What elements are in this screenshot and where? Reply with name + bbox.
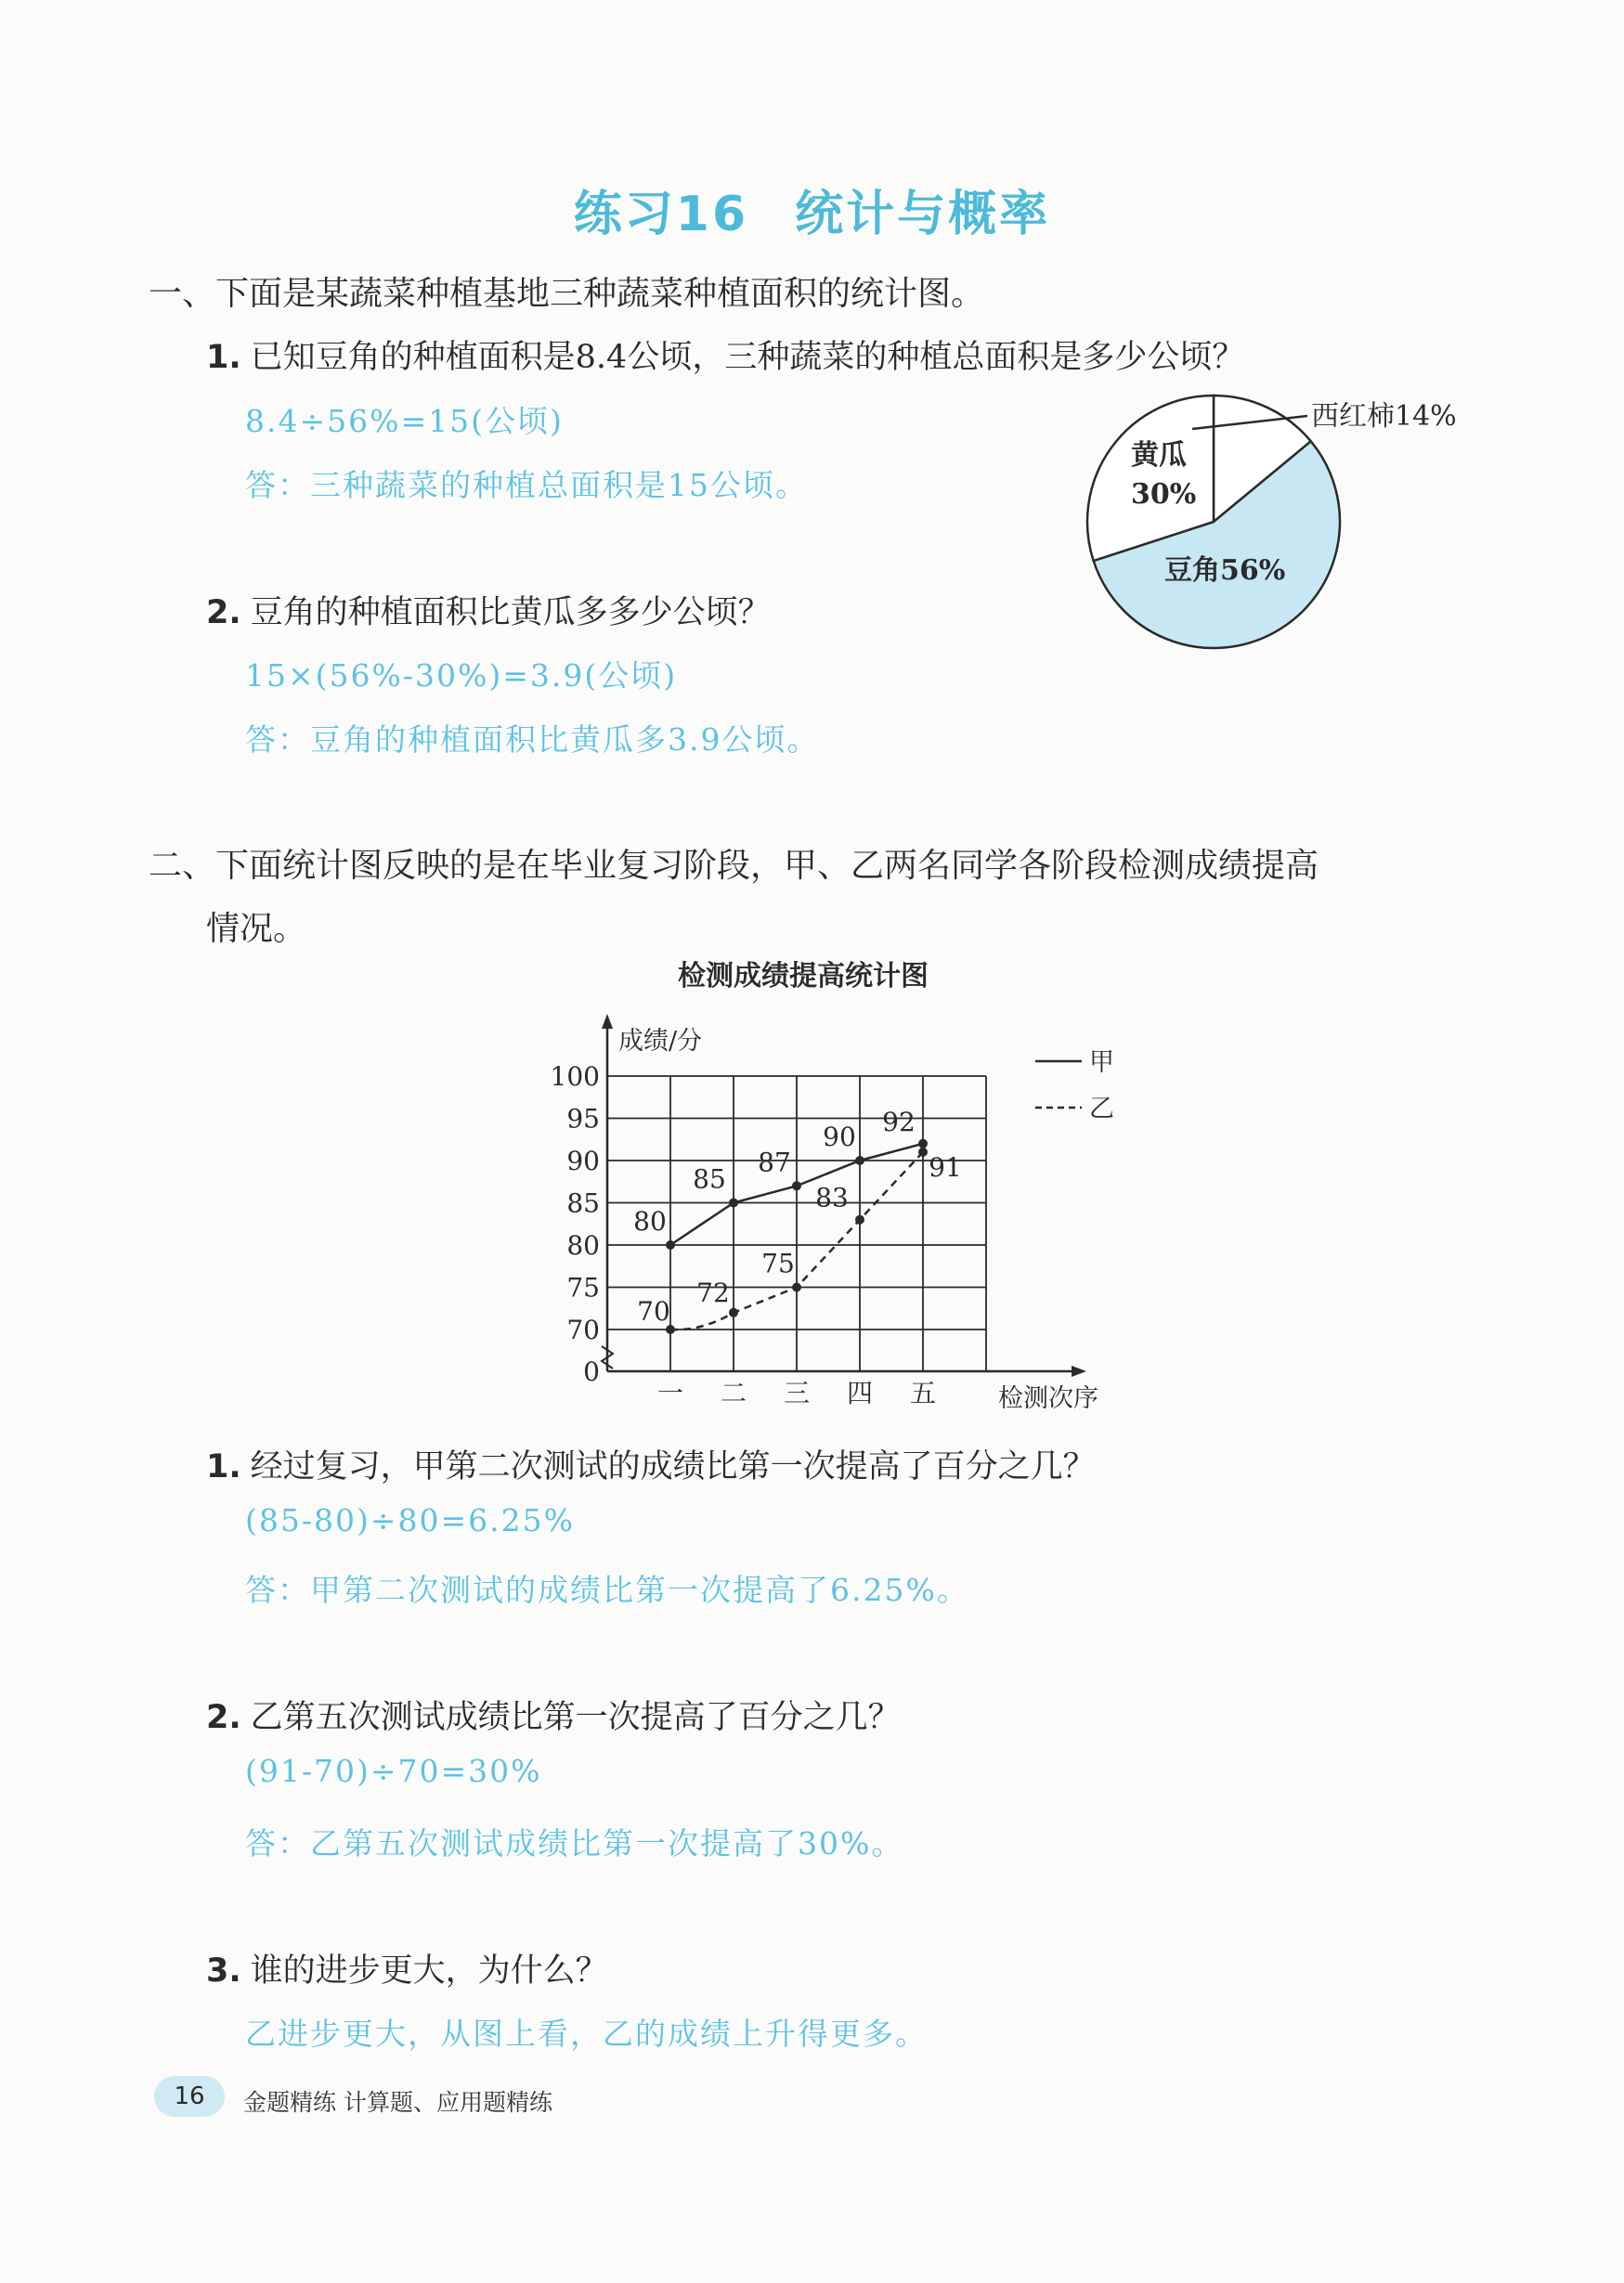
book-title: 金题精练 计算题、应用题精练 [243, 2089, 552, 2116]
data-label-jia: 80 [633, 1206, 667, 1237]
x-tick-labels [657, 1378, 936, 1408]
page-title [0, 175, 1624, 244]
x-tick-label: 三 [783, 1378, 811, 1408]
s1-q2-answer: 答：豆角的种植面积比黄瓜多3.9公顷。 [245, 721, 820, 758]
data-label-jia: 92 [882, 1106, 916, 1137]
y-tick-label: 95 [566, 1103, 600, 1135]
page-number: 16 [154, 2076, 225, 2117]
pie-label-bean: 豆角56% [1164, 554, 1286, 587]
y-tick-labels [551, 1061, 600, 1387]
data-point-jia [918, 1139, 928, 1148]
x-axis-arrow [1072, 1366, 1086, 1377]
s2-q2-text: 乙第五次测试成绩比第一次提高了百分之几？ [250, 1699, 901, 1736]
data-point-yi [792, 1283, 801, 1292]
x-tick-label: 四 [846, 1378, 874, 1408]
s2-q3-text: 谁的进步更大，为什么？ [250, 1952, 608, 1990]
s2-q3-num: 3. [206, 1952, 241, 1990]
s2-q2-calc: (91-70)÷70=30% [245, 1753, 542, 1789]
x-tick-label: 一 [656, 1378, 684, 1408]
s1-q1 [206, 331, 1244, 378]
s1-q2-num: 2. [206, 594, 241, 631]
line-series [633, 1107, 962, 1334]
data-label-yi: 72 [696, 1277, 730, 1308]
x-tick-label: 五 [909, 1378, 937, 1408]
x-axis-label: 检测次序 [998, 1384, 1098, 1413]
y-axis-label: 成绩/分 [618, 1027, 703, 1056]
data-label-yi: 83 [815, 1182, 849, 1213]
y-tick-label: 70 [566, 1315, 600, 1345]
s1-q2-text: 豆角的种植面积比黄瓜多多少公顷？ [250, 594, 771, 631]
s2-q2 [206, 1692, 901, 1738]
y-tick-label: 90 [566, 1146, 600, 1176]
axis-break [602, 1346, 613, 1369]
exercise-number: 练习16 [573, 187, 749, 242]
data-label-jia: 87 [758, 1147, 791, 1178]
data-point-jia [666, 1240, 675, 1250]
data-point-yi [918, 1148, 928, 1157]
s2-q1-num: 1. [206, 1448, 241, 1485]
pie-chart [1077, 381, 1486, 668]
y-tick-label: 85 [566, 1187, 600, 1219]
data-point-jia [792, 1181, 801, 1190]
s2-q2-answer: 答：乙第五次测试成绩比第一次提高了30%。 [245, 1825, 904, 1861]
y-tick-label: 0 [583, 1356, 600, 1387]
s2-q1 [206, 1441, 1096, 1487]
exercise-topic: 统计与概率 [795, 187, 1051, 242]
legend-yi-label: 乙 [1089, 1095, 1114, 1123]
pie-label-cucumber: 黄瓜 [1131, 439, 1187, 472]
line-chart [529, 956, 1161, 1420]
s1-q2-calc: 15×(56%-30%)=3.9(公顷) [245, 657, 678, 694]
s1-q2 [206, 587, 771, 633]
s1-q1-num: 1. [206, 339, 241, 376]
y-tick-label: 80 [566, 1230, 600, 1261]
s2-q3 [206, 1945, 608, 1991]
data-point-jia [855, 1156, 864, 1165]
s2-q1-text: 经过复习，甲第二次测试的成绩比第一次提高了百分之几？ [250, 1448, 1096, 1485]
pie-slices [1087, 396, 1340, 648]
pie-label-cucumber-pct: 30% [1131, 478, 1197, 511]
section1-heading: 一、下面是某蔬菜种植基地三种蔬菜种植面积的统计图。 [149, 275, 985, 313]
data-label-yi: 70 [637, 1296, 670, 1327]
section2-heading-line2: 情况。 [206, 910, 307, 948]
s1-q1-calc: 8.4÷56%=15(公顷) [245, 403, 564, 439]
x-tick-label: 二 [720, 1378, 747, 1408]
data-label-jia: 85 [693, 1163, 726, 1195]
y-axis-arrow [602, 1014, 613, 1029]
pie-label-tomato: 西红柿14% [1311, 400, 1457, 433]
section2-heading-line1: 二、下面统计图反映的是在毕业复习阶段，甲、乙两名同学各阶段检测成绩提高 [149, 847, 1319, 885]
y-tick-label: 100 [550, 1061, 600, 1092]
data-label-jia: 90 [823, 1122, 856, 1152]
data-point-yi [855, 1215, 864, 1225]
data-label-yi: 91 [929, 1151, 962, 1183]
legend-jia-label: 甲 [1089, 1048, 1114, 1077]
data-point-jia [729, 1199, 738, 1208]
s1-q1-answer: 答：三种蔬菜的种植总面积是15公顷。 [245, 467, 808, 503]
s2-q1-calc: (85-80)÷80=6.25% [245, 1502, 576, 1538]
s2-q1-answer: 答：甲第二次测试的成绩比第一次提高了6.25%。 [245, 1572, 969, 1608]
line-chart-title: 检测成绩提高统计图 [678, 960, 929, 992]
s1-q1-text: 已知豆角的种植面积是8.4公顷，三种蔬菜的种植总面积是多少公顷？ [250, 339, 1245, 376]
data-point-yi [729, 1308, 738, 1317]
data-label-yi: 75 [761, 1248, 795, 1279]
s2-q3-answer: 乙进步更大，从图上看，乙的成绩上升得更多。 [245, 2016, 928, 2052]
y-tick-label: 75 [566, 1272, 600, 1304]
s2-q2-num: 2. [206, 1699, 241, 1736]
